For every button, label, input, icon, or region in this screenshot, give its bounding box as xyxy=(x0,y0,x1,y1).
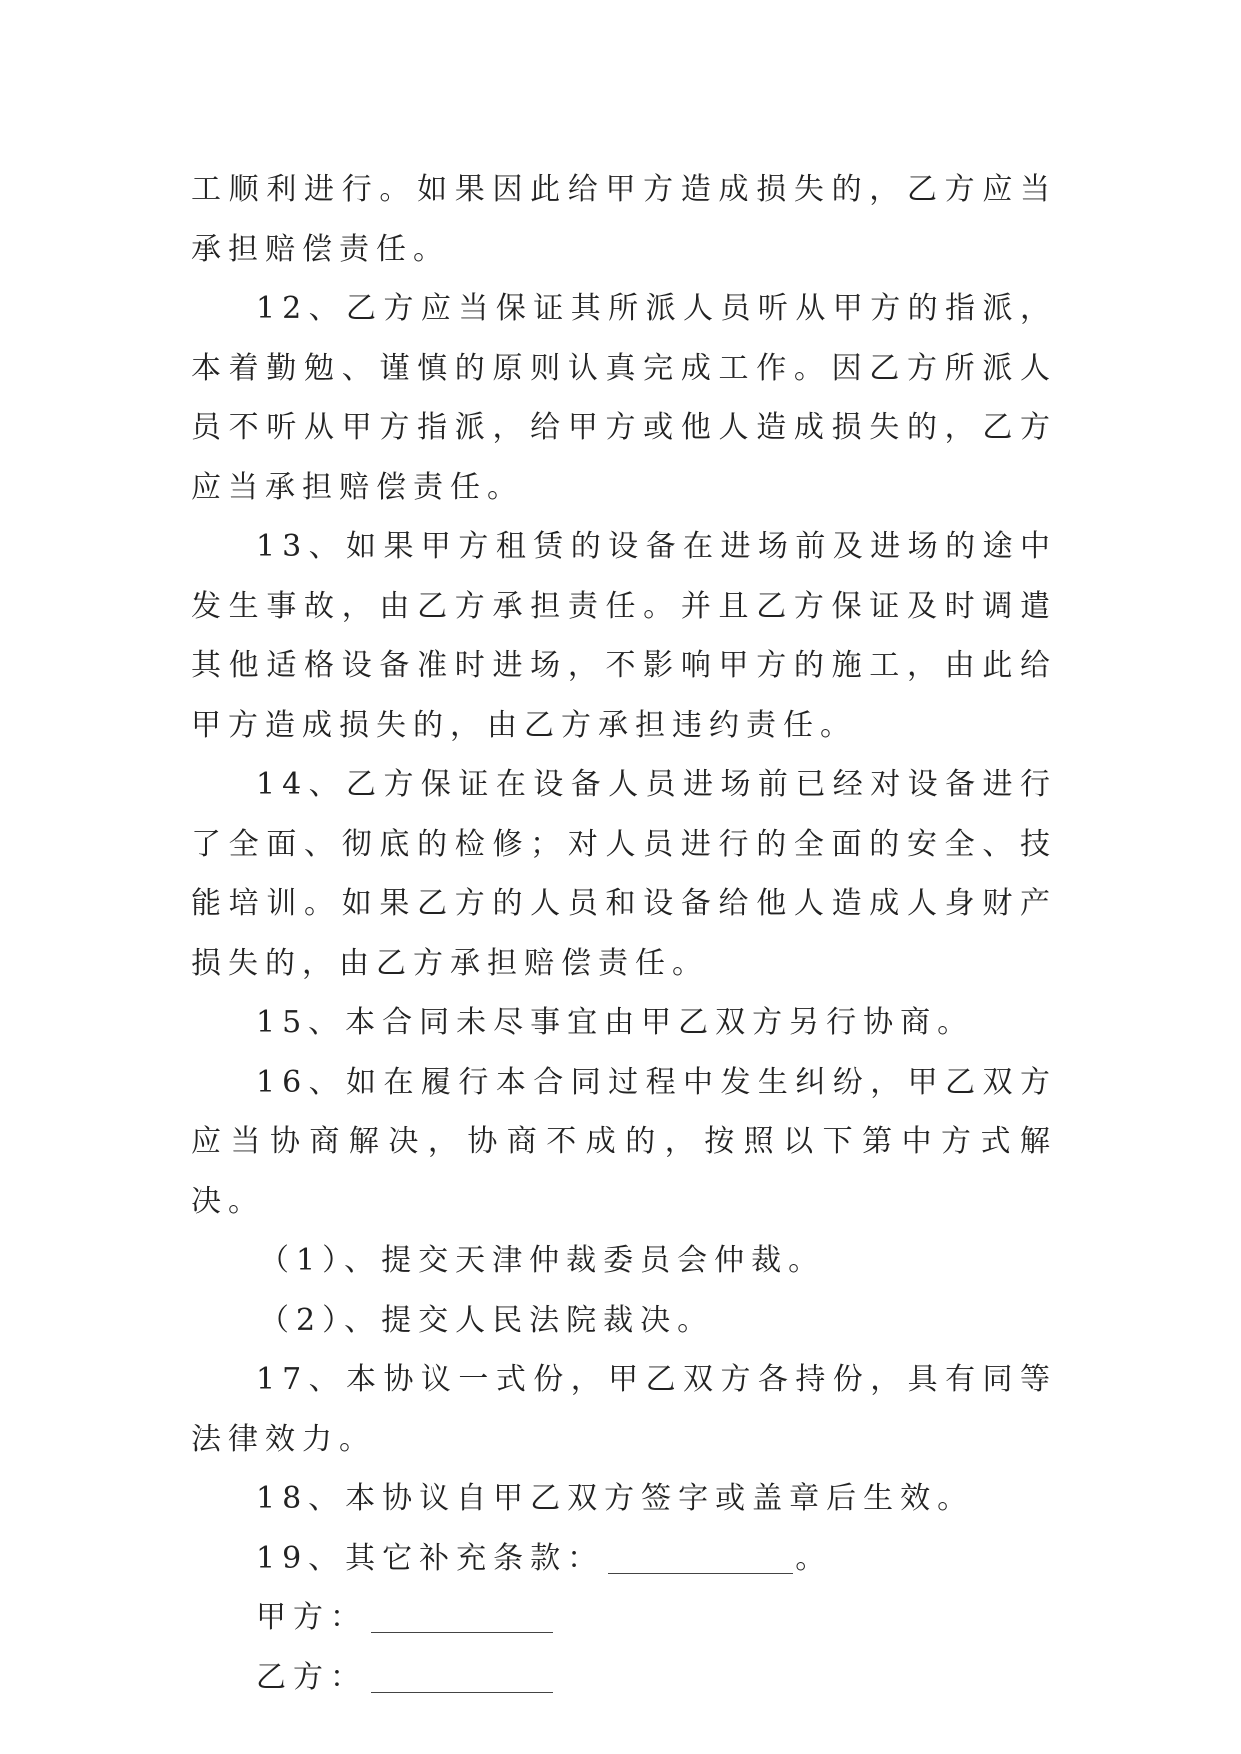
party-a-line xyxy=(191,1588,1057,1648)
clause-17: 17、本协议一式份，甲乙双方各持份，具有同等法律效力。 xyxy=(191,1362,1057,1457)
party-a-blank xyxy=(371,1602,553,1633)
clause-19 xyxy=(191,1529,1057,1589)
contract-body xyxy=(191,160,1057,1707)
clause-19-end: 。 xyxy=(795,1540,833,1576)
clause-13: 13、如果甲方租赁的设备在进场前及进场的途中发生事故，由乙方承担责任。并且乙方保证及时调遣其他适格设备准时进场，不影响甲方的施工，由此给甲方造成损失的，由乙方承担违约责任。 xyxy=(191,529,1057,743)
clause-16-option-2: （2）、提交人民法院裁决。 xyxy=(259,1302,715,1338)
paragraph-continuation: 工顺利进行。如果因此给甲方造成损失的，乙方应当承担赔偿责任。 xyxy=(191,172,1057,267)
clause-15: 15、本合同未尽事宜由甲乙双方另行协商。 xyxy=(256,1005,975,1040)
party-b-blank xyxy=(371,1662,553,1693)
party-b-label: 乙方： xyxy=(256,1659,367,1695)
party-a-label: 甲方： xyxy=(256,1600,367,1635)
clause-14: 14、乙方保证在设备人员进场前已经对设备进行了全面、彻底的检修；对人员进行的全面的安全、技能培训。如果乙方的人员和设备给他人造成人身财产损失的，由乙方承担赔偿责任。 xyxy=(191,767,1057,981)
clause-16-option-1: （1）、提交天津仲裁委员会仲裁。 xyxy=(259,1243,826,1278)
clause-12: 12、乙方应当保证其所派人员听从甲方的指派，本着勤勉、谨慎的原则认真完成工作。因乙方所派人员不听从甲方指派，给甲方或他人造成损失的，乙方应当承担赔偿责任。 xyxy=(191,291,1057,505)
clause-18: 18、本协议自甲乙双方签字或盖章后生效。 xyxy=(256,1481,975,1516)
clause-19-label: 19、其它补充条款： xyxy=(256,1540,605,1576)
clause-19-blank xyxy=(608,1543,793,1574)
party-b-line xyxy=(191,1648,1057,1708)
clause-16: 16、如在履行本合同过程中发生纠纷，甲乙双方应当协商解决，协商不成的，按照以下第中方式解决。 xyxy=(191,1064,1057,1219)
